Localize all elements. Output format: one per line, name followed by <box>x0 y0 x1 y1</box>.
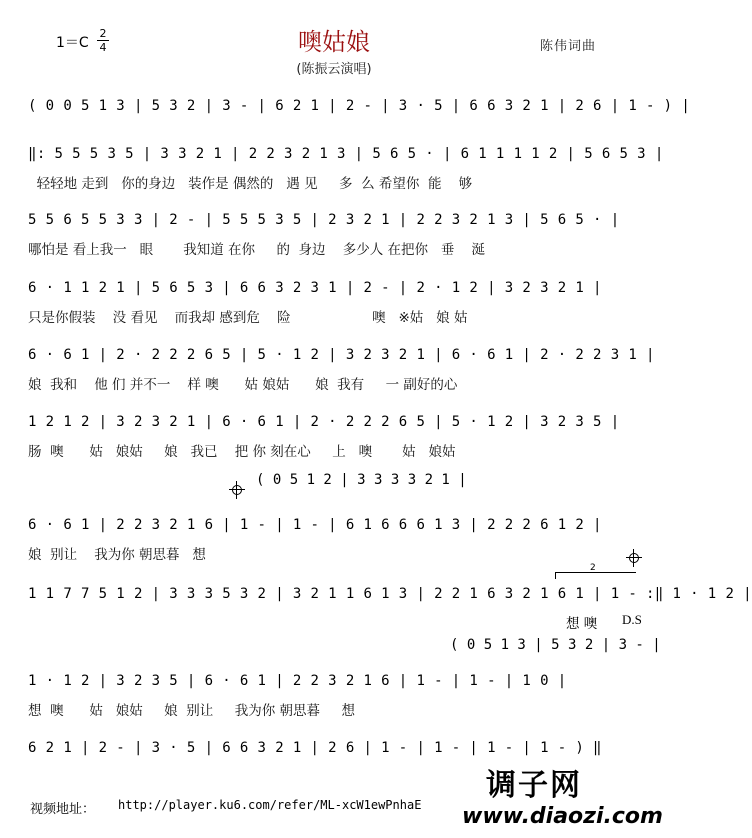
performer-subtitle: (陈振云演唱) <box>296 62 372 77</box>
dal-segno-mark: D.S <box>622 612 642 627</box>
watermark-url: www.diaozi.com <box>458 804 667 829</box>
video-address-link[interactable]: http://player.ku6.com/refer/ML-xcW1ewPnhaE <box>118 798 422 812</box>
score-lyrics-line-7: 娘 别让 我为你 朝思暮 想 <box>28 547 206 563</box>
interlude-notes-1: ( 0 5 1 2 | 3 3 3 3 2 1 | <box>256 472 467 488</box>
score-lyrics-line-4: 只是你假装 没 看见 而我却 感到危 险 噢 ※姑 娘 姑 <box>28 310 468 326</box>
score-notes-line-4: 6 · 1 1 2 1 | 5 6 5 3 | 6 6 3 2 3 1 | 2 - | 2 · 1 2 | 3 2 3 2 1 | <box>28 280 602 296</box>
volta-number: 2 <box>590 563 596 573</box>
score-notes-line-7: 6 · 6 1 | 2 2 3 2 1 6 | 1 - | 1 - | 6 1 6 6 6 1 3 | 2 2 2 6 1 2 | <box>28 517 602 533</box>
score-lyrics-line-9: 想 噢 姑 娘姑 娘 别让 我为你 朝思暮 想 <box>28 703 355 719</box>
score-lyrics-line-3: 哪怕是 看上我一 眼 我知道 在你 的 身边 多少人 在把你 垂 涎 <box>28 242 486 258</box>
time-sig-top: 2 <box>99 27 107 40</box>
score-notes-line-3: 5 5 6 5 5 3 3 | 2 - | 5 5 5 3 5 | 2 3 2 1 | 2 2 3 2 1 3 | 5 6 5 · | <box>28 212 620 228</box>
score-notes-line-9: 1 · 1 2 | 3 2 3 5 | 6 · 6 1 | 2 2 3 2 1 6 | 1 - | 1 - | 1 0 | <box>28 673 567 689</box>
interlude-notes-2: ( 0 5 1 3 | 5 3 2 | 3 - | <box>450 637 661 653</box>
key-signature: 1＝C <box>56 35 89 51</box>
score-notes-line-10: 6 2 1 | 2 - | 3 · 5 | 6 6 3 2 1 | 2 6 | 1 - | 1 - | 1 - | 1 - ) ‖ <box>28 740 602 756</box>
score-notes-line-2: ‖: 5 5 5 3 5 | 3 3 2 1 | 2 2 3 2 1 3 | 5 6 5 · | 6 1 1 1 1 2 | 5 6 5 3 | <box>28 146 664 162</box>
coda-sign-icon <box>231 484 243 496</box>
composer-credit: 陈伟词曲 <box>540 39 597 54</box>
time-sig-bottom: 4 <box>99 41 107 54</box>
score-lyrics-line-5: 娘 我和 他 们 并不一 样 噢 姑 娘姑 娘 我有 一 副好的心 <box>28 377 458 393</box>
score-notes-line-6: 1 2 1 2 | 3 2 3 2 1 | 6 · 6 1 | 2 · 2 2 2 6 5 | 5 · 1 2 | 3 2 3 5 | <box>28 414 620 430</box>
volta-bracket <box>555 572 636 579</box>
watermark-logo: 调子网 <box>486 768 582 803</box>
score-lyrics-line-2: 轻轻地 走到 你的身边 装作是 偶然的 遇 见 多 么 希望你 能 够 <box>28 176 473 192</box>
score-notes-line-1: ( 0 0 5 1 3 | 5 3 2 | 3 - | 6 2 1 | 2 - | 3 · 5 | 6 6 3 2 1 | 2 6 | 1 - ) | <box>28 98 691 114</box>
coda-sign-right-icon <box>628 552 640 564</box>
video-address-label: 视频地址： <box>30 802 96 817</box>
song-title: 噢姑娘 <box>298 28 370 56</box>
score-notes-line-5: 6 · 6 1 | 2 · 2 2 2 6 5 | 5 · 1 2 | 3 2 3 2 1 | 6 · 6 1 | 2 · 2 2 3 1 | <box>28 347 655 363</box>
score-notes-line-8: 1 1 7 7 5 1 2 | 3 3 3 5 3 2 | 3 2 1 1 6 1 3 | 2 2 1 6 3 2 1 6 1 | 1 - :‖ 1 · 1 2 | <box>28 586 752 602</box>
score-lyrics-line-6: 肠 噢 姑 娘姑 娘 我已 把 你 刻在心 上 噢 姑 娘姑 <box>28 444 456 460</box>
ds-lyric: 想 噢 <box>566 616 598 632</box>
